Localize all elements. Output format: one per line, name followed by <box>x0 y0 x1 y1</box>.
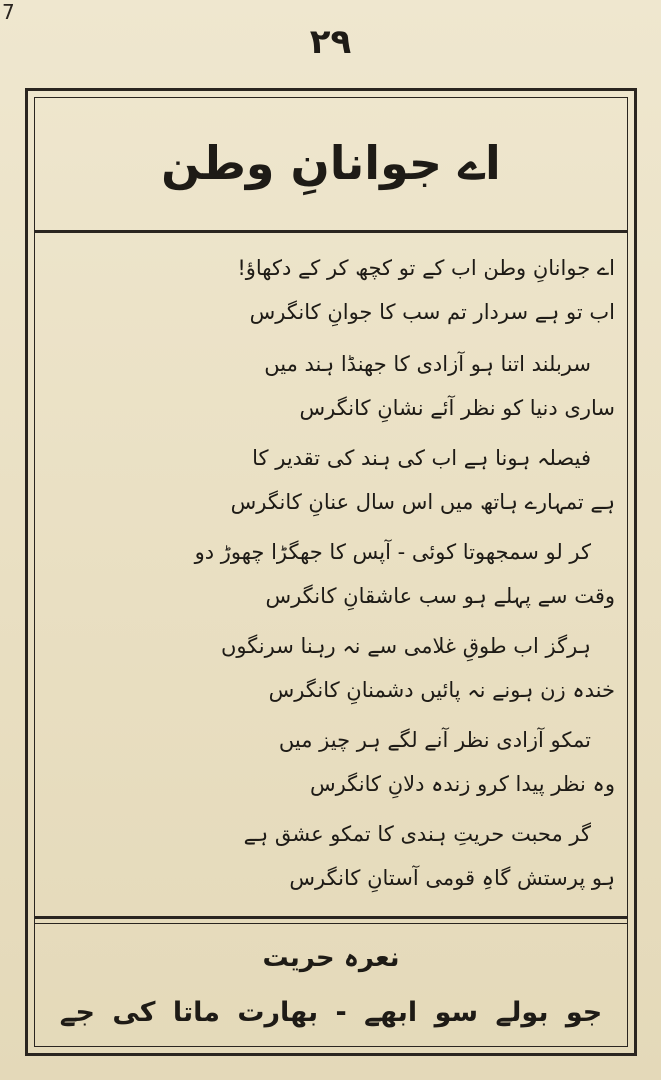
poem-line-11: تمکو آزادی نظر آنے لگے ہر چیز میں <box>278 728 591 752</box>
poem-line-4: ساری دنیا کو نظر آئے نشانِ کانگرس <box>299 396 615 420</box>
poem-line-1: اے جوانانِ وطن اب کے تو کچھ کر کے دکھاؤ! <box>237 256 615 280</box>
slogan-heading: نعرہ حریت <box>262 943 400 973</box>
poem-line-2: اب تو ہے سردار تم سب کا جوانِ کانگرس <box>249 300 615 324</box>
poem-line-10: خندہ زن ہونے نہ پائیں دشمنانِ کانگرس <box>268 678 615 702</box>
poem-title: اے جوانانِ وطن <box>161 136 501 190</box>
page-number: ۲۹ <box>309 22 352 62</box>
poem-body <box>35 238 627 908</box>
poem-line-5: فیصلہ ہونا ہے اب کی ہند کی تقدیر کا <box>252 446 591 470</box>
ornamental-frame <box>25 88 637 1056</box>
title-box <box>35 98 627 233</box>
slogan-text: جو بولے سو ابھے - بھارت ماتا کی جے <box>59 997 603 1028</box>
poem-line-12: وہ نظر پیدا کرو زندہ دلانِ کانگرس <box>309 772 615 796</box>
poem-line-9: ہرگز اب طوقِ غلامی سے نہ رہنا سرنگوں <box>220 634 591 658</box>
poem-line-7: کر لو سمجھوتا کوئی - آپس کا جھگڑا چھوڑ دو <box>194 540 591 564</box>
slogan-box <box>35 916 627 1046</box>
poem-line-13: گر محبت حریتِ ہندی کا تمکو عشق ہے <box>243 822 591 846</box>
poem-line-3: سربلند اتنا ہو آزادی کا جھنڈا ہند میں <box>264 352 591 376</box>
corner-mark: 7 <box>2 0 15 24</box>
frame-inner-border <box>34 97 628 1047</box>
poem-line-6: ہے تمہارے ہاتھ میں اس سال عنانِ کانگرس <box>230 490 615 514</box>
poem-line-8: وقت سے پہلے ہو سب عاشقانِ کانگرس <box>265 584 615 608</box>
poem-line-14: ہو پرستش گاہِ قومی آستانِ کانگرس <box>289 866 615 890</box>
